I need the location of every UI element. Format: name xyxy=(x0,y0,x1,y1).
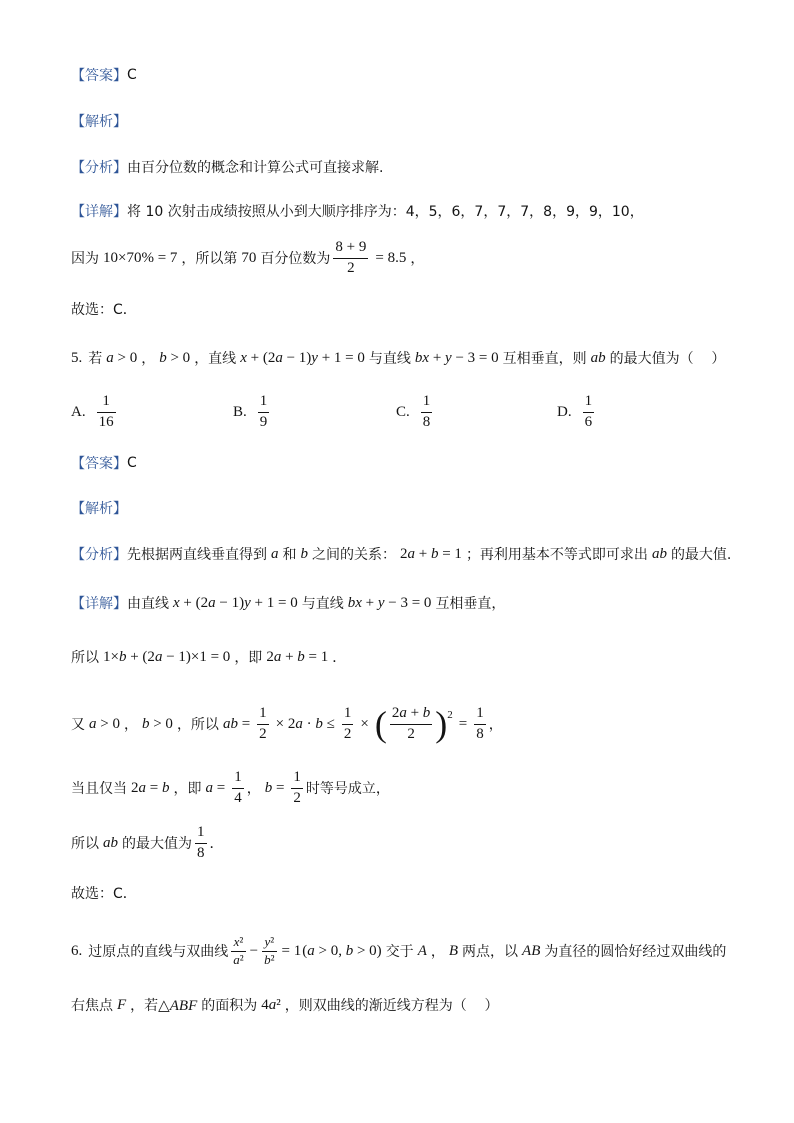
math-variable: b xyxy=(422,705,431,722)
answer-label: 【答案】 xyxy=(71,456,127,472)
math-variable: b xyxy=(345,942,354,959)
segment-ab xyxy=(522,943,540,960)
math-operator: × xyxy=(360,715,369,732)
fraction xyxy=(333,239,368,277)
step-text: 当且仅当 xyxy=(71,781,127,797)
variable-a xyxy=(271,546,279,563)
condition-a: a > 0 xyxy=(89,715,120,732)
math-expression: a = xyxy=(205,779,226,796)
step-calc: 10×70% = 7 xyxy=(103,249,178,266)
math-variable: b xyxy=(659,545,667,562)
xiangjie-text: 将 10 次射击成绩按照从小到大顺序排序为：4，5，6，7，7，7，8，9，9，10， xyxy=(127,204,644,220)
math-variable: y xyxy=(311,349,318,366)
math-variable: a xyxy=(271,545,279,562)
math-variable: b xyxy=(264,951,271,967)
equality-condition: 2a = b xyxy=(131,779,170,796)
step-text: 所以 xyxy=(71,836,99,852)
fraction xyxy=(232,769,244,807)
left-parenthesis: ( xyxy=(374,704,387,744)
option-a xyxy=(71,390,119,434)
fraction xyxy=(195,824,207,862)
step-result: = 8.5 xyxy=(375,249,407,266)
math-variable: b xyxy=(598,349,606,366)
squared-group xyxy=(375,705,453,743)
q4-percentile-step xyxy=(71,236,424,280)
math-variable: b xyxy=(118,648,127,665)
fenxi-label: 【分析】 xyxy=(71,547,127,563)
q5-xiangjie-line xyxy=(71,583,505,623)
target-expression xyxy=(652,546,667,563)
triangle-abf: △ABF xyxy=(158,997,198,1014)
math-variable: y xyxy=(377,594,385,611)
fraction-denominator: b² xyxy=(264,951,275,967)
line-equation-2: bx + y − 3 = 0 xyxy=(414,349,499,366)
math-variable: x xyxy=(233,933,240,949)
stem-text: 的最大值为（ ） xyxy=(609,351,726,367)
math-variable: a xyxy=(590,349,599,366)
fraction-numerator: y² xyxy=(264,933,275,949)
step-text: 所以 xyxy=(71,650,99,666)
math-variable: A xyxy=(417,942,427,959)
math-expression: = 1 xyxy=(281,942,302,959)
math-expression: ab = xyxy=(222,715,251,732)
q4-answer-line xyxy=(71,55,137,95)
variable-b xyxy=(301,546,309,563)
math-variable: b xyxy=(161,779,170,796)
stem-text: 若 xyxy=(88,351,103,367)
xiangjie-label: 【详解】 xyxy=(71,204,127,220)
math-expression: × 2a · b ≤ xyxy=(275,715,335,732)
relation-equation: 2a + b = 1 xyxy=(400,545,462,562)
option-letter: A. xyxy=(71,403,86,420)
math-variable: a xyxy=(208,594,216,611)
q6-stem-line-1 xyxy=(71,929,726,973)
fraction-denominator: 4 xyxy=(234,789,242,806)
q4-xiangjie-line xyxy=(71,191,644,231)
right-parenthesis: ) xyxy=(435,704,448,744)
fraction-denominator: a² xyxy=(233,951,244,967)
fraction-numerator: 1 xyxy=(259,393,268,410)
fraction-denominator: 16 xyxy=(98,413,114,430)
step-text: ，所以第 xyxy=(181,251,238,267)
fraction-numerator: 1 xyxy=(197,824,205,841)
fraction xyxy=(258,393,270,431)
fraction xyxy=(421,393,433,431)
math-variable: b xyxy=(315,715,323,732)
condition-a: a > 0 xyxy=(106,349,138,366)
target-expression xyxy=(103,835,118,852)
math-variable: b xyxy=(159,349,167,366)
stem-text: ，直线 xyxy=(194,351,237,367)
option-b xyxy=(233,390,272,434)
perpendicular-condition: 1×b + (2a − 1)×1 = 0 xyxy=(103,648,231,665)
math-variable: y xyxy=(264,933,271,949)
fraction-denominator: 8 xyxy=(197,844,205,861)
xiangjie-label: 【详解】 xyxy=(71,596,127,612)
line-equation-1: x + (2a − 1)y + 1 = 0 xyxy=(173,594,298,611)
math-variable: F xyxy=(188,997,198,1014)
math-expression: b = xyxy=(264,779,285,796)
fraction-denominator: 2 xyxy=(343,725,352,742)
point-f xyxy=(117,997,126,1014)
fraction xyxy=(97,393,116,431)
answer-label: 【答案】 xyxy=(71,68,127,84)
question-number: 6. xyxy=(71,942,83,959)
step-text: ，所以 xyxy=(176,717,219,733)
fraction-denominator: 2 xyxy=(293,789,301,806)
fraction-numerator: x² xyxy=(233,933,244,949)
step-text: 又 xyxy=(71,717,85,733)
fraction xyxy=(390,705,432,743)
stem-text: 为直径的圆恰好经过双曲线的 xyxy=(544,944,727,960)
step-text: ， xyxy=(410,251,425,267)
fraction-denominator: 2 xyxy=(259,725,267,742)
fraction-numerator: 8 + 9 xyxy=(335,239,367,256)
fraction-denominator: 2 xyxy=(333,258,368,277)
fraction-numerator: 1 xyxy=(102,393,110,410)
fraction xyxy=(291,769,303,807)
jiexi-label: 【解析】 xyxy=(71,114,127,130)
fraction-numerator: 1 xyxy=(584,393,593,410)
option-d xyxy=(557,390,597,434)
fraction-denominator: 8 xyxy=(422,413,431,430)
area-expression: 4a² xyxy=(261,996,281,1013)
fraction xyxy=(342,705,354,743)
math-variable: b xyxy=(347,594,356,611)
step-text: ， xyxy=(488,717,503,733)
fenxi-text: 之间的关系： xyxy=(312,547,396,563)
math-variable: a xyxy=(103,834,111,851)
math-variable: y xyxy=(445,349,452,366)
math-variable: b xyxy=(110,834,118,851)
q5-step-4 xyxy=(71,821,224,865)
math-variable: a xyxy=(138,779,146,796)
fraction-numerator: 1 xyxy=(476,705,484,722)
stem-text: 的面积为 xyxy=(201,998,258,1014)
math-variable: y xyxy=(244,594,251,611)
stem-text: ，则双曲线的渐近线方程为（ ） xyxy=(284,998,499,1014)
fraction-denominator: 9 xyxy=(259,413,268,430)
fraction-numerator: 1 xyxy=(343,705,352,722)
fenxi-text: 和 xyxy=(282,547,297,563)
xiangjie-text: 由直线 xyxy=(127,596,169,612)
step-text: 百分位数为 xyxy=(260,251,331,267)
math-variable: a xyxy=(295,715,303,732)
fenxi-text: 由百分位数的概念和计算公式可直接求解. xyxy=(127,160,384,176)
option-letter: B. xyxy=(233,403,247,420)
q5-step-2 xyxy=(71,694,503,754)
q5-step-1 xyxy=(71,637,346,677)
answer-value: C xyxy=(127,67,137,83)
condition-b: b > 0 xyxy=(141,715,173,732)
math-variable: x xyxy=(355,594,362,611)
q5-answer-line xyxy=(71,443,137,483)
step-text: ，即 xyxy=(173,781,202,797)
math-variable: b xyxy=(414,349,423,366)
math-variable: a xyxy=(205,779,213,796)
answer-value: C xyxy=(127,455,137,471)
condition-b: b > 0 xyxy=(159,349,191,366)
math-variable: b xyxy=(430,545,439,562)
fraction-numerator: 2a + b xyxy=(391,705,431,722)
jiexi-label: 【解析】 xyxy=(71,501,127,517)
conclusion-text: 故选：C． xyxy=(71,886,137,902)
fenxi-text: ；再利用基本不等式即可求出 xyxy=(465,547,648,563)
hyperbola-condition: (a > 0, b > 0) xyxy=(302,942,382,959)
math-variable: A xyxy=(169,997,179,1014)
stem-text: 与直线 xyxy=(368,351,411,367)
math-variable: a xyxy=(399,705,407,722)
option-letter: C. xyxy=(396,403,410,420)
q6-stem-line-2 xyxy=(71,985,499,1025)
step-text: ． xyxy=(209,836,224,852)
q5-step-3 xyxy=(71,766,390,810)
line-equation-2: bx + y − 3 = 0 xyxy=(347,594,432,611)
stem-text: 互相垂直，则 xyxy=(502,351,587,367)
math-variable: a xyxy=(275,349,283,366)
math-variable: B xyxy=(448,942,459,959)
q5-fenxi-line xyxy=(71,534,731,574)
stem-text: 过原点的直线与双曲线 xyxy=(88,944,229,960)
math-variable: a xyxy=(154,648,163,665)
relation-equation: 2a + b = 1 xyxy=(266,648,329,665)
option-letter: D. xyxy=(557,403,572,420)
q4-jiexi-line xyxy=(71,101,127,141)
q5-stem xyxy=(71,338,725,378)
step-text: ， xyxy=(123,717,138,733)
math-variable: a xyxy=(268,996,277,1013)
step-text: ． xyxy=(332,650,347,666)
fraction xyxy=(262,935,276,968)
math-variable: b xyxy=(264,779,273,796)
target-expression xyxy=(591,350,606,367)
fenxi-text: 的最大值. xyxy=(670,547,732,563)
q5-jiexi-line xyxy=(71,488,127,528)
math-variable: a xyxy=(106,349,114,366)
q5-conclusion xyxy=(71,873,137,913)
question-number: 5. xyxy=(71,349,83,366)
math-variable: a xyxy=(89,715,97,732)
fenxi-text: 先根据两直线垂直得到 xyxy=(127,547,267,563)
math-variable: b xyxy=(300,545,308,562)
math-variable: b xyxy=(141,715,150,732)
fraction-denominator: 6 xyxy=(584,413,593,430)
point-a xyxy=(418,943,427,960)
fraction xyxy=(474,705,486,743)
math-variable: a xyxy=(651,545,660,562)
math-variable: a xyxy=(407,545,415,562)
step-text: 因为 xyxy=(71,251,99,267)
math-variable: b xyxy=(297,648,305,665)
math-operator: = xyxy=(458,715,468,732)
step-text: 的最大值为 xyxy=(122,836,192,852)
fraction-numerator: 1 xyxy=(259,705,267,722)
stem-text: 交于 xyxy=(385,944,414,960)
stem-text: ， xyxy=(430,944,445,960)
fraction xyxy=(583,393,595,431)
option-c xyxy=(396,390,435,434)
xiangjie-text: 与直线 xyxy=(301,596,344,612)
xiangjie-text: 互相垂直， xyxy=(435,596,506,612)
exponent: 2 xyxy=(447,709,453,722)
fraction xyxy=(231,935,245,968)
stem-text: ， xyxy=(141,351,156,367)
line-equation-1: x + (2a − 1)y + 1 = 0 xyxy=(240,349,365,366)
stem-text: 两点，以 xyxy=(462,944,519,960)
math-operator: − xyxy=(249,942,259,959)
math-variable: a xyxy=(233,951,240,967)
math-variable: b xyxy=(230,715,238,732)
math-variable: a xyxy=(222,715,231,732)
fraction-numerator: 1 xyxy=(422,393,431,410)
math-variable: x xyxy=(240,349,247,366)
point-b xyxy=(449,943,458,960)
step-text: ，即 xyxy=(234,650,263,666)
q4-fenxi-line xyxy=(71,147,383,187)
stem-text: ，若 xyxy=(130,998,159,1014)
fraction xyxy=(257,705,269,743)
math-variable: a xyxy=(273,648,282,665)
math-variable: A xyxy=(522,942,532,959)
math-variable: x xyxy=(173,594,180,611)
step-text: ， xyxy=(246,781,261,797)
fraction-denominator: 8 xyxy=(476,725,484,742)
math-variable: B xyxy=(531,942,541,959)
fraction-denominator: 2 xyxy=(390,724,432,743)
math-variable: B xyxy=(178,997,189,1014)
stem-text: 右焦点 xyxy=(71,998,113,1014)
q4-conclusion xyxy=(71,289,137,329)
percentile-number: 70 xyxy=(241,249,257,266)
step-text: 时等号成立， xyxy=(305,781,390,797)
math-variable: x xyxy=(422,349,430,366)
fenxi-label: 【分析】 xyxy=(71,160,127,176)
math-variable: a xyxy=(307,942,315,959)
fraction-numerator: 1 xyxy=(234,769,242,786)
conclusion-text: 故选：C． xyxy=(71,302,137,318)
fraction-numerator: 1 xyxy=(293,769,301,786)
math-variable: F xyxy=(117,996,127,1013)
